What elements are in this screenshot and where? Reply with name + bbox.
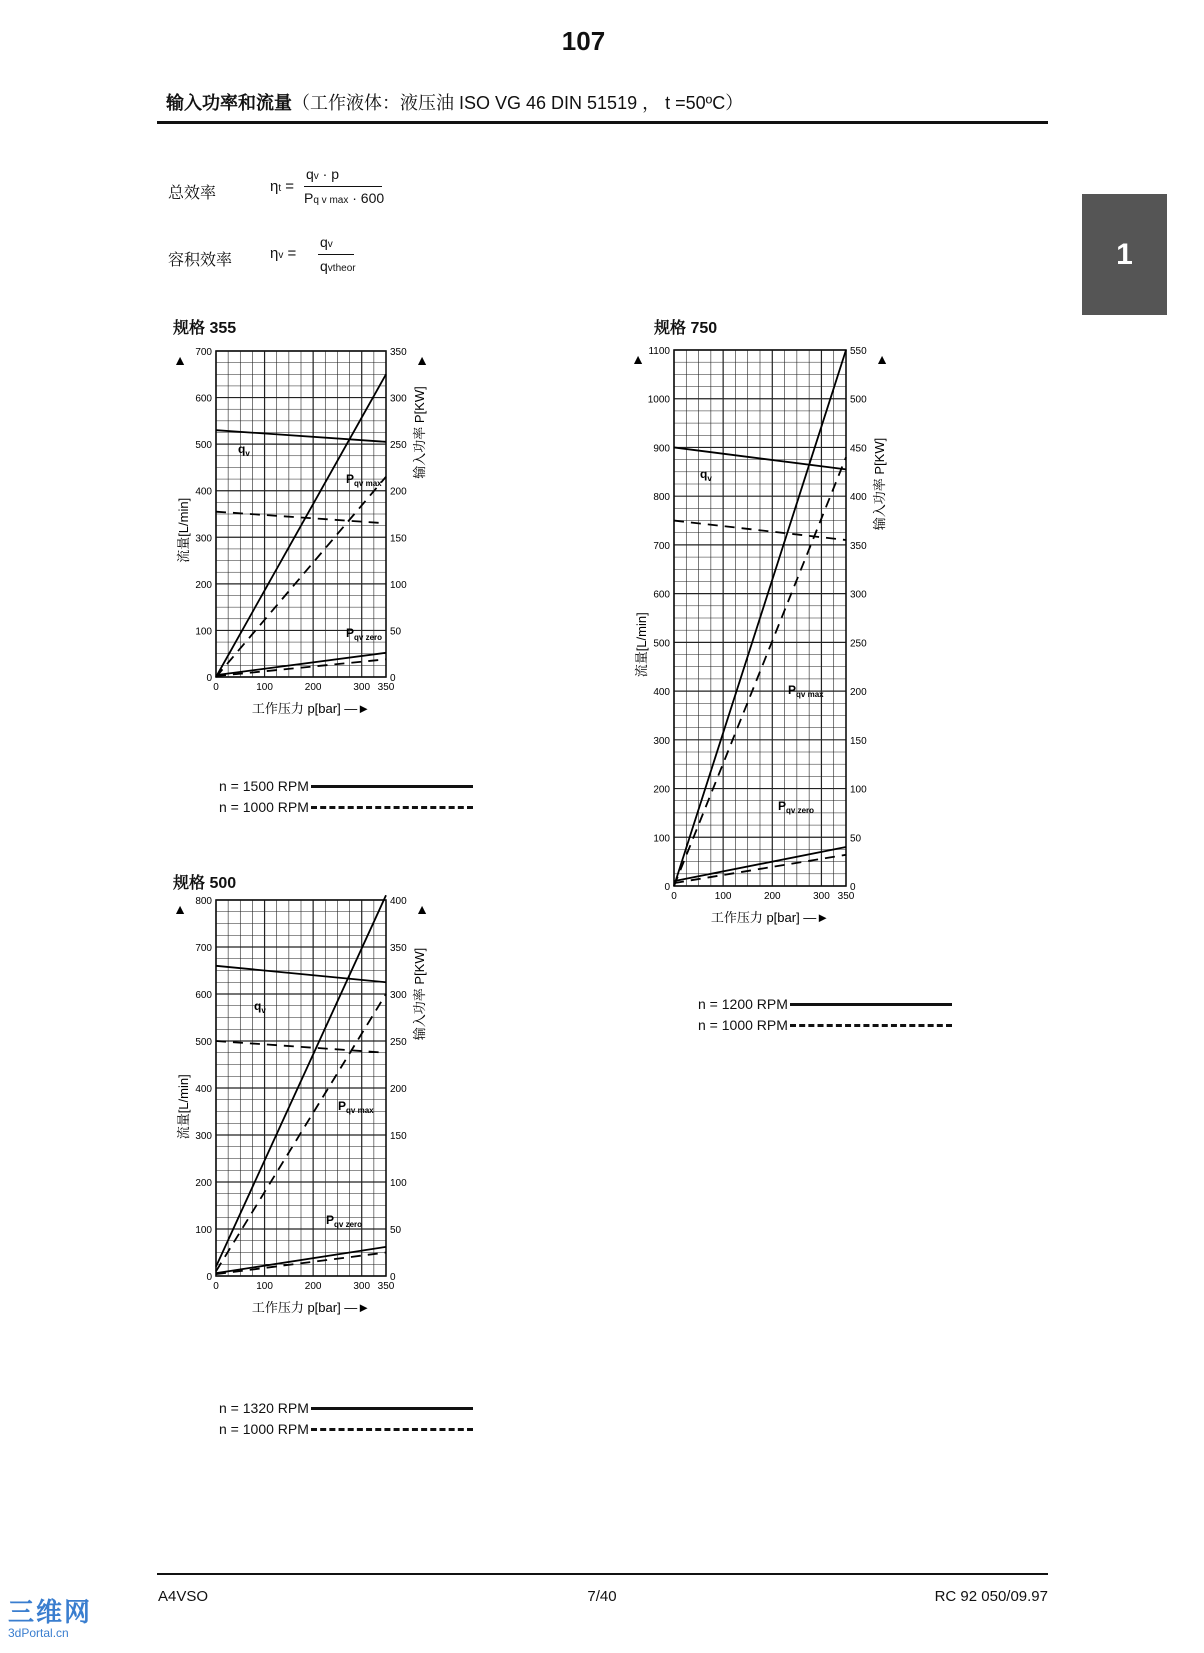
watermark-logo bbox=[8, 1598, 92, 1640]
y2-axis-label: 输入功率 P[KW] bbox=[412, 947, 427, 1041]
y2-tick-label: 200 bbox=[390, 486, 407, 498]
curve-annotation: $P_{qv max}$ bbox=[338, 1099, 374, 1115]
bottom-rule bbox=[157, 1573, 1048, 1575]
y2-axis-label: 输入功率 P[KW] bbox=[872, 437, 887, 531]
y-tick-label: 400 bbox=[195, 1084, 212, 1095]
y2-tick-label: 400 bbox=[850, 492, 867, 504]
formula-fraction bbox=[304, 166, 384, 212]
section-tab[interactable]: 1 bbox=[1082, 194, 1167, 315]
legend-750-dashed: n = 1000 RPM bbox=[698, 1017, 952, 1033]
y-tick-label: 500 bbox=[195, 440, 212, 452]
legend-dashed-line bbox=[790, 1024, 952, 1027]
y-tick-label: 400 bbox=[653, 687, 670, 699]
y-tick-label: 600 bbox=[653, 589, 670, 601]
x-tick-label: 350 bbox=[377, 1281, 395, 1292]
heading-rest: （工作液体：液压油 ISO VG 46 DIN 51519 ， t =50ºC） bbox=[292, 93, 744, 113]
y-axis-arrow-icon: ▲ bbox=[631, 351, 645, 367]
y-tick-label: 0 bbox=[664, 882, 670, 893]
legend-355-dashed: n = 1000 RPM bbox=[219, 799, 473, 815]
chart-title-500: 规格 500 bbox=[173, 875, 237, 892]
y2-tick-label: 400 bbox=[390, 896, 407, 907]
x-tick-label: 100 bbox=[714, 891, 732, 902]
y-axis-label: 流量[L/min] bbox=[176, 1074, 191, 1140]
y2-tick-label: 0 bbox=[390, 673, 396, 684]
legend-355-solid: n = 1500 RPM bbox=[219, 778, 473, 794]
y-axis-label: 流量[L/min] bbox=[634, 612, 649, 678]
page-number: 107 bbox=[561, 26, 606, 56]
curve-annotation: $P_{qv zero}$ bbox=[778, 799, 815, 815]
y2-tick-label: 300 bbox=[390, 990, 407, 1001]
chart-title-750: 规格 750 bbox=[654, 320, 718, 337]
y-tick-label: 700 bbox=[195, 943, 212, 954]
formula-symbol: ηt = bbox=[270, 178, 295, 195]
y-tick-label: 1000 bbox=[647, 394, 670, 406]
chart-500 bbox=[170, 896, 460, 1390]
chart-title-355: 规格 355 bbox=[173, 320, 237, 337]
formula-label-volumetric-efficiency: 容积效率 bbox=[168, 252, 233, 269]
x-tick-label: 200 bbox=[304, 1281, 322, 1292]
legend-500-solid: n = 1320 RPM bbox=[219, 1400, 473, 1416]
y2-axis-arrow-icon: ▲ bbox=[875, 351, 889, 367]
legend-solid-line bbox=[311, 785, 473, 788]
formula-fraction bbox=[318, 234, 378, 280]
watermark-line2: 3dPortal.cn bbox=[8, 1626, 69, 1640]
y-tick-label: 600 bbox=[195, 990, 212, 1001]
x-tick-label: 0 bbox=[213, 1281, 219, 1292]
y2-tick-label: 150 bbox=[850, 735, 867, 747]
y2-tick-label: 100 bbox=[390, 579, 407, 591]
y-tick-label: 300 bbox=[195, 1131, 212, 1142]
y-tick-label: 200 bbox=[653, 784, 670, 796]
y-tick-label: 800 bbox=[653, 492, 670, 504]
y2-tick-label: 100 bbox=[390, 1178, 407, 1189]
y-tick-label: 900 bbox=[653, 443, 670, 455]
y-tick-label: 600 bbox=[195, 393, 212, 405]
y-tick-label: 100 bbox=[653, 833, 670, 845]
watermark-line1: 三维网 bbox=[8, 1597, 93, 1627]
y2-tick-label: 250 bbox=[390, 1037, 407, 1048]
y2-tick-label: 250 bbox=[390, 440, 407, 452]
y-tick-label: 300 bbox=[653, 735, 670, 747]
x-tick-label: 100 bbox=[256, 682, 273, 693]
top-rule bbox=[157, 121, 1048, 124]
y2-tick-label: 350 bbox=[390, 943, 407, 954]
y2-axis-arrow-icon: ▲ bbox=[415, 352, 429, 368]
fraction-bar bbox=[318, 254, 354, 255]
y-tick-label: 0 bbox=[206, 1272, 212, 1283]
y2-tick-label: 550 bbox=[850, 346, 867, 357]
x-tick-label: 200 bbox=[304, 682, 322, 693]
y2-axis-label: 输入功率 P[KW] bbox=[412, 386, 427, 479]
formula-symbol: ηv = bbox=[270, 245, 297, 262]
y2-tick-label: 150 bbox=[390, 533, 407, 545]
chart-355 bbox=[170, 345, 460, 765]
y2-tick-label: 300 bbox=[390, 393, 407, 405]
y-tick-label: 200 bbox=[195, 579, 212, 591]
y2-tick-label: 150 bbox=[390, 1131, 407, 1142]
y2-axis-arrow-icon: ▲ bbox=[415, 901, 429, 917]
curve-annotation: $P_{qv max}$ bbox=[788, 683, 824, 699]
y-tick-label: 800 bbox=[195, 896, 212, 907]
legend-solid-line bbox=[790, 1003, 952, 1006]
x-tick-label: 300 bbox=[813, 891, 830, 902]
legend-solid-line bbox=[311, 1407, 473, 1410]
formula-label-total-efficiency: 总效率 bbox=[168, 185, 217, 202]
y2-tick-label: 350 bbox=[850, 540, 867, 552]
y-tick-label: 500 bbox=[653, 638, 670, 650]
legend-500-dashed: n = 1000 RPM bbox=[219, 1421, 473, 1437]
x-tick-label: 200 bbox=[763, 891, 781, 902]
formula-numerator: qv bbox=[320, 234, 333, 250]
y2-tick-label: 500 bbox=[850, 394, 867, 406]
y-tick-label: 200 bbox=[195, 1178, 212, 1189]
y2-tick-label: 50 bbox=[850, 833, 862, 845]
x-tick-label: 100 bbox=[256, 1281, 273, 1292]
x-tick-label: 300 bbox=[353, 682, 371, 693]
y-tick-label: 1100 bbox=[648, 346, 670, 357]
curve-annotation: $q_v$ bbox=[254, 999, 266, 1015]
x-tick-label: 350 bbox=[837, 891, 855, 902]
y-axis-arrow-icon: ▲ bbox=[173, 352, 187, 368]
y2-tick-label: 350 bbox=[390, 347, 407, 358]
footer-left: A4VSO bbox=[158, 1588, 209, 1605]
x-axis-label: 工作压力 p[bar] —► bbox=[251, 1300, 371, 1315]
x-tick-label: 0 bbox=[213, 682, 219, 693]
y2-tick-label: 0 bbox=[850, 882, 856, 893]
y-tick-label: 700 bbox=[195, 347, 212, 358]
page-heading bbox=[166, 89, 743, 115]
curve-annotation: $P_{qv zero}$ bbox=[326, 1213, 363, 1229]
chart-750 bbox=[631, 346, 950, 980]
y2-tick-label: 0 bbox=[390, 1272, 396, 1283]
curve-annotation: $P_{qv zero}$ bbox=[346, 626, 383, 642]
curve-annotation: $q_v$ bbox=[238, 442, 250, 458]
y-axis-label: 流量[L/min] bbox=[176, 497, 191, 563]
x-axis-label: 工作压力 p[bar] —► bbox=[251, 701, 371, 716]
y2-tick-label: 200 bbox=[850, 687, 867, 699]
legend-dashed-line bbox=[311, 1428, 473, 1431]
formula-denominator: qvtheor bbox=[320, 258, 356, 274]
y2-tick-label: 450 bbox=[850, 443, 867, 455]
y-tick-label: 700 bbox=[653, 540, 670, 552]
y2-tick-label: 50 bbox=[390, 1225, 402, 1236]
footer-page: 7/40 bbox=[587, 1588, 617, 1605]
x-tick-label: 350 bbox=[377, 682, 395, 693]
fraction-bar bbox=[304, 186, 382, 187]
legend-750-solid: n = 1200 RPM bbox=[698, 996, 952, 1012]
y-tick-label: 100 bbox=[195, 626, 212, 638]
x-axis-label: 工作压力 p[bar] —► bbox=[710, 910, 830, 925]
y-tick-label: 100 bbox=[195, 1225, 212, 1236]
y2-tick-label: 100 bbox=[850, 784, 867, 796]
y-tick-label: 300 bbox=[195, 533, 212, 545]
heading-bold: 输入功率和流量 bbox=[166, 93, 292, 113]
footer-right: RC 92 050/09.97 bbox=[934, 1588, 1048, 1605]
y-axis-arrow-icon: ▲ bbox=[173, 901, 187, 917]
formula-denominator: Pq v max · 600 bbox=[304, 190, 385, 206]
y2-tick-label: 50 bbox=[390, 626, 402, 638]
curve-annotation: $P_{qv max}$ bbox=[346, 472, 382, 488]
y2-tick-label: 250 bbox=[850, 638, 867, 650]
x-tick-label: 300 bbox=[353, 1281, 371, 1292]
y2-tick-label: 300 bbox=[850, 589, 867, 601]
legend-dashed-line bbox=[311, 806, 473, 809]
y-tick-label: 400 bbox=[195, 486, 212, 498]
curve-annotation: $q_v$ bbox=[700, 467, 712, 483]
formula-numerator: qv · p bbox=[306, 166, 340, 182]
y-tick-label: 500 bbox=[195, 1037, 212, 1048]
y-tick-label: 0 bbox=[206, 673, 212, 684]
x-tick-label: 0 bbox=[671, 891, 677, 902]
y2-tick-label: 200 bbox=[390, 1084, 407, 1095]
